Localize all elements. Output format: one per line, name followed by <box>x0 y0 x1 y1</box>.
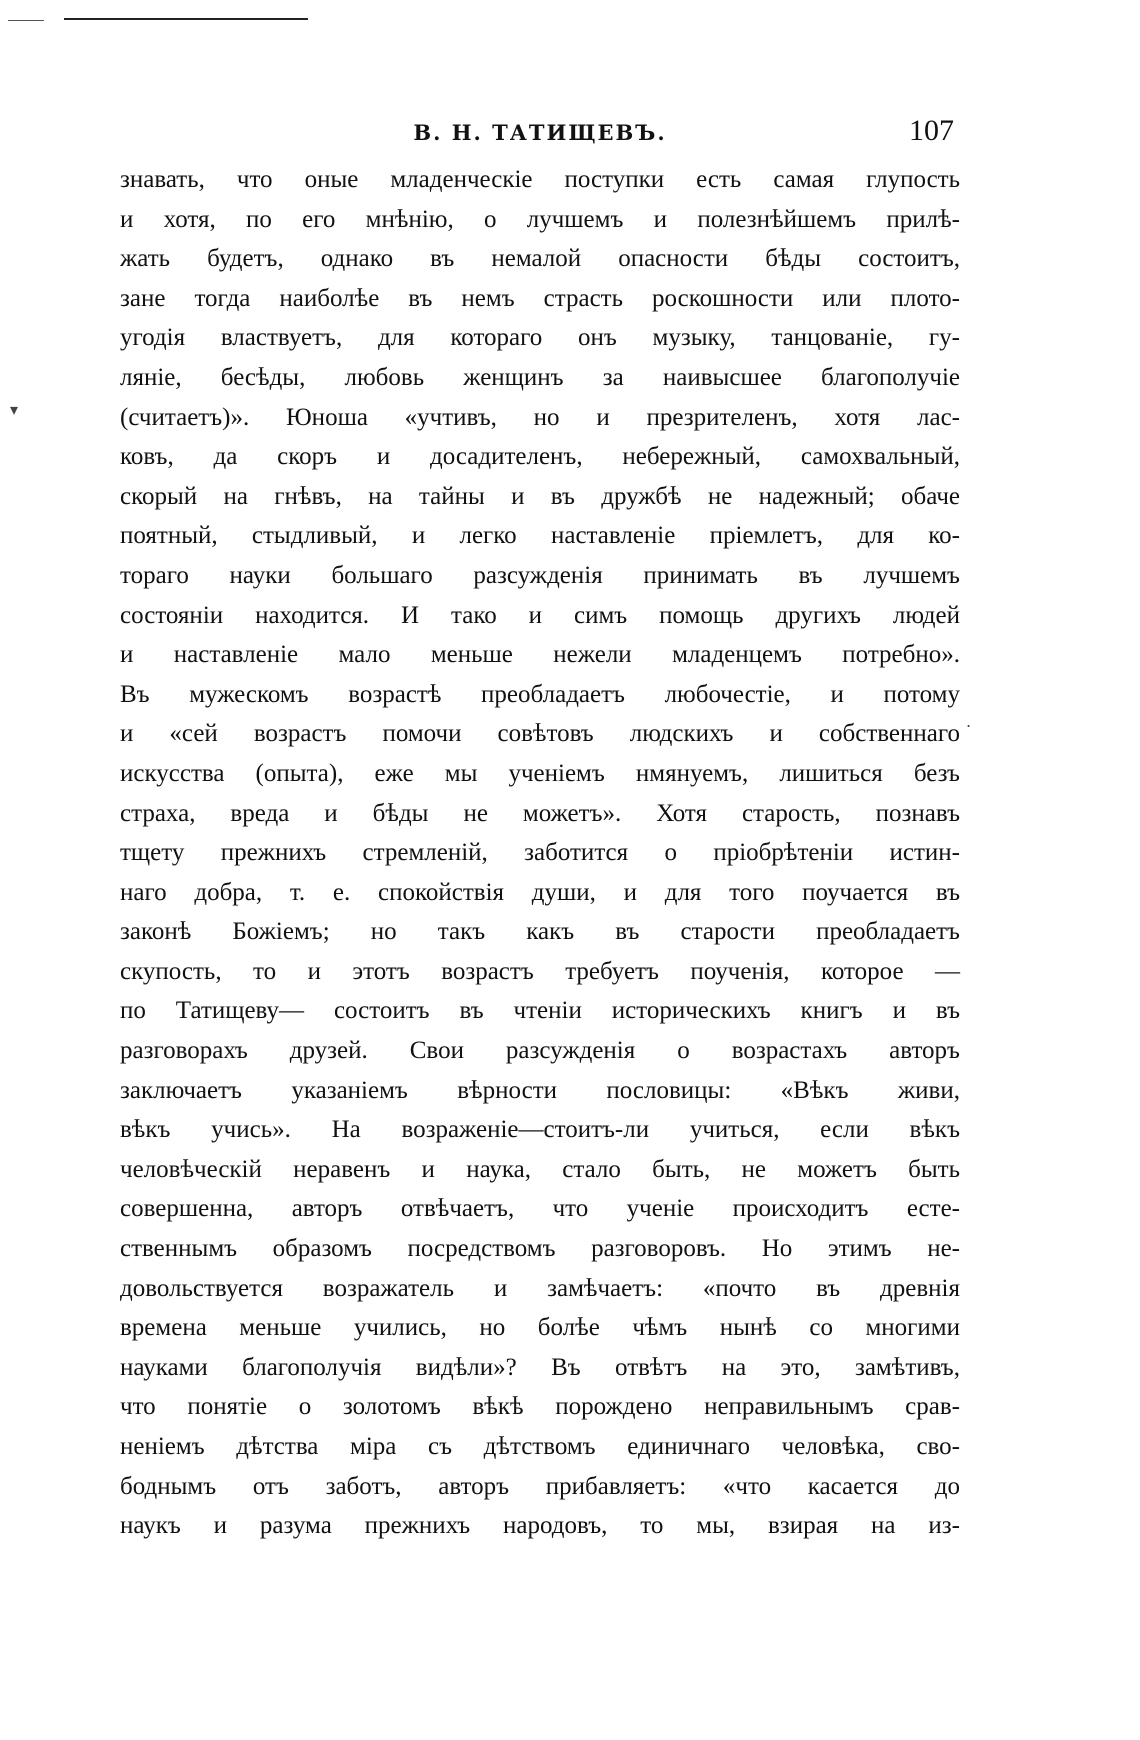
text-line: тораго науки большаго разсужденія принимать въ лучшемъ <box>120 561 960 589</box>
text-line: довольствуется возражатель и замѣчаетъ: «почто въ древнія <box>120 1274 960 1302</box>
text-line: (считаетъ)». Юноша «учтивъ, но и презрителенъ, хотя лас- <box>120 403 960 431</box>
text-line: угодія властвуетъ, для котораго онъ музыку, танцованіе, гу- <box>120 324 960 352</box>
text-line: ковъ, да скоръ и досадителенъ, небережный, самохвальный, <box>120 443 960 471</box>
text-line: вѣкъ учись». На возраженіе—стоитъ-ли учиться, если вѣкъ <box>120 1116 960 1144</box>
text-line: зане тогда наиболѣе въ немъ страсть роскошности или плото- <box>120 284 960 312</box>
text-line: искусства (опыта), еже мы ученіемъ нмянуемъ, лишиться безъ <box>120 759 960 787</box>
text-line: разговорахъ друзей. Свои разсужденія о возрастахъ авторъ <box>120 1037 960 1065</box>
text-line: жать будетъ, однако въ немалой опасности бѣды состоитъ, <box>120 245 960 273</box>
text-line: тщету прежнихъ стремленій, заботится о пріобрѣтеніи истин- <box>120 839 960 867</box>
text-line: наго добра, т. е. спокойствія души, и для того поучается въ <box>120 878 960 906</box>
margin-dot: . <box>966 712 972 731</box>
text-line: времена меньше учились, но болѣе чѣмъ нынѣ со многими <box>120 1314 960 1342</box>
text-line: науками благополучія видѣли»? Въ отвѣтъ на это, замѣтивъ, <box>120 1353 960 1381</box>
text-line: страха, вреда и бѣды не можетъ». Хотя старость, познавъ <box>120 799 960 827</box>
page-number: 107 <box>909 114 954 147</box>
text-line: поятный, стыдливый, и легко наставленіе пріемлетъ, для ко- <box>120 522 960 550</box>
text-line: что понятіе о золотомъ вѣкѣ порождено неправильнымъ срав- <box>120 1393 960 1421</box>
top-rule <box>64 18 308 20</box>
margin-dot: ▾ <box>10 400 19 419</box>
page-header <box>120 114 960 154</box>
text-line: знавать, что оные младенческіе поступки есть самая глупость <box>120 166 960 193</box>
text-line: человѣческій неравенъ и наука, стало быть, не можетъ быть <box>120 1155 960 1183</box>
text-line: скорый на гнѣвъ, на тайны и въ дружбѣ не надежный; обаче <box>120 482 960 510</box>
text-line: по Татищеву— состоитъ въ чтеніи историческихъ книгъ и въ <box>120 997 960 1025</box>
text-line: наукъ и разума прежнихъ народовъ, то мы, взирая на из- <box>120 1512 960 1540</box>
text-line: и «сей возрастъ помочи совѣтовъ людскихъ и собственнаго <box>120 720 960 748</box>
text-line: совершенна, авторъ отвѣчаетъ, что ученіе происходитъ есте- <box>120 1195 960 1223</box>
text-line: законѣ Божіемъ; но такъ какъ въ старости преобладаетъ <box>120 918 960 946</box>
text-line: состояніи находится. И тако и симъ помощь другихъ людей <box>120 601 960 629</box>
text-line: заключаетъ указаніемъ вѣрности пословицы: «Вѣкъ живи, <box>120 1076 960 1104</box>
text-line: и хотя, по его мнѣнію, о лучшемъ и полезнѣйшемъ прилѣ- <box>120 205 960 233</box>
text-line: скупость, то и этотъ возрастъ требуетъ поученія, которое — <box>120 957 960 985</box>
running-head: В. Н. ТАТИЩЕВЪ. <box>413 120 667 145</box>
text-line: ственнымъ образомъ посредствомъ разговоровъ. Но этимъ не- <box>120 1235 960 1263</box>
body-text <box>120 160 960 1546</box>
top-left-rule <box>8 20 44 21</box>
text-line: неніемъ дѣтства міра съ дѣтствомъ единичнаго человѣка, сво- <box>120 1433 960 1460</box>
text-line: ляніе, бесѣды, любовь женщинъ за наивысшее благополучіе <box>120 363 960 391</box>
text-line: боднымъ отъ заботъ, авторъ прибавляетъ: «что касается до <box>120 1472 960 1500</box>
text-line: и наставленіе мало меньше нежели младенцемъ потребно». <box>120 641 960 669</box>
text-line: Въ мужескомъ возрастѣ преобладаетъ любочестіе, и потому <box>120 680 960 708</box>
